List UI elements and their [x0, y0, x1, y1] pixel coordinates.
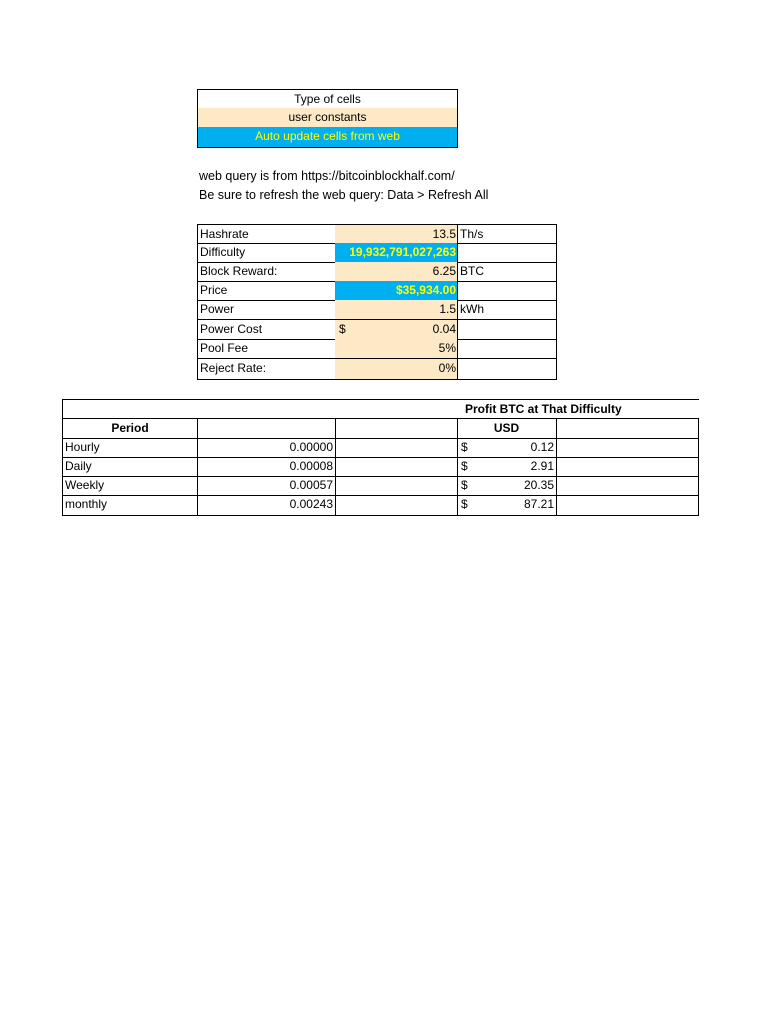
usd-profit-cell [457, 438, 557, 458]
period-cell: Daily [62, 457, 198, 477]
extra-cell [556, 495, 699, 516]
power-value[interactable]: 1.5 [335, 300, 458, 320]
btc-profit-cell: 0.00000 [197, 438, 336, 458]
block-reward-value[interactable]: 6.25 [335, 262, 458, 282]
reject-rate-label: Reject Rate: [197, 359, 336, 380]
usd-symbol: $ [461, 497, 468, 511]
power-label: Power [197, 300, 336, 320]
power-cost-unit [457, 320, 557, 340]
btc-header-blank [197, 418, 336, 439]
hashrate-label: Hashrate [197, 224, 336, 244]
price-unit [457, 281, 557, 301]
block-reward-unit: BTC [457, 262, 557, 282]
usd-symbol: $ [461, 459, 468, 473]
profit-title-blank [62, 399, 458, 419]
spacer-cell [335, 476, 458, 496]
difficulty-value: 19,932,791,027,263 [335, 243, 458, 263]
period-header: Period [62, 418, 198, 439]
header-extra [556, 418, 699, 439]
power-cost-label: Power Cost [197, 320, 336, 340]
usd-value: 0.12 [530, 440, 554, 454]
spacer-cell [335, 457, 458, 477]
usd-profit-cell [457, 457, 557, 477]
extra-cell [556, 457, 699, 477]
period-cell: monthly [62, 495, 198, 516]
pool-fee-value[interactable]: 5% [335, 339, 458, 359]
power-unit: kWh [457, 300, 557, 320]
pool-fee-unit [457, 339, 557, 359]
price-label: Price [197, 281, 336, 301]
btc-profit-cell: 0.00057 [197, 476, 336, 496]
legend-auto-update: Auto update cells from web [197, 127, 458, 148]
hashrate-value[interactable]: 13.5 [335, 224, 458, 244]
legend-user-constants: user constants [197, 108, 458, 128]
header-spacer [335, 418, 458, 439]
btc-profit-cell: 0.00008 [197, 457, 336, 477]
reject-rate-unit [457, 359, 557, 380]
usd-value: 2.91 [530, 459, 554, 473]
extra-cell [556, 438, 699, 458]
refresh-instruction-note: Be sure to refresh the web query: Data > Refresh All [199, 188, 489, 202]
usd-profit-cell [457, 495, 557, 516]
usd-value: 87.21 [523, 497, 554, 511]
power-cost-value: 0.04 [432, 322, 456, 336]
power-cost-value-cell[interactable] [335, 320, 458, 340]
pool-fee-label: Pool Fee [197, 339, 336, 359]
web-query-source-note: web query is from https://bitcoinblockhalf.com/ [199, 169, 455, 183]
power-cost-currency-symbol: $ [339, 322, 346, 336]
price-value: $35,934.00 [335, 281, 458, 301]
profit-title: Profit BTC at That Difficulty [458, 399, 699, 419]
usd-symbol: $ [461, 440, 468, 454]
legend-title: Type of cells [197, 89, 458, 109]
usd-symbol: $ [461, 478, 468, 492]
spacer-cell [335, 495, 458, 516]
usd-profit-cell [457, 476, 557, 496]
btc-profit-cell: 0.00243 [197, 495, 336, 516]
hashrate-unit: Th/s [457, 224, 557, 244]
usd-value: 20.35 [523, 478, 554, 492]
period-cell: Hourly [62, 438, 198, 458]
block-reward-label: Block Reward: [197, 262, 336, 282]
reject-rate-value[interactable]: 0% [335, 359, 458, 380]
spacer-cell [335, 438, 458, 458]
difficulty-label: Difficulty [197, 243, 336, 263]
period-cell: Weekly [62, 476, 198, 496]
usd-header: USD [457, 418, 557, 439]
extra-cell [556, 476, 699, 496]
difficulty-unit [457, 243, 557, 263]
